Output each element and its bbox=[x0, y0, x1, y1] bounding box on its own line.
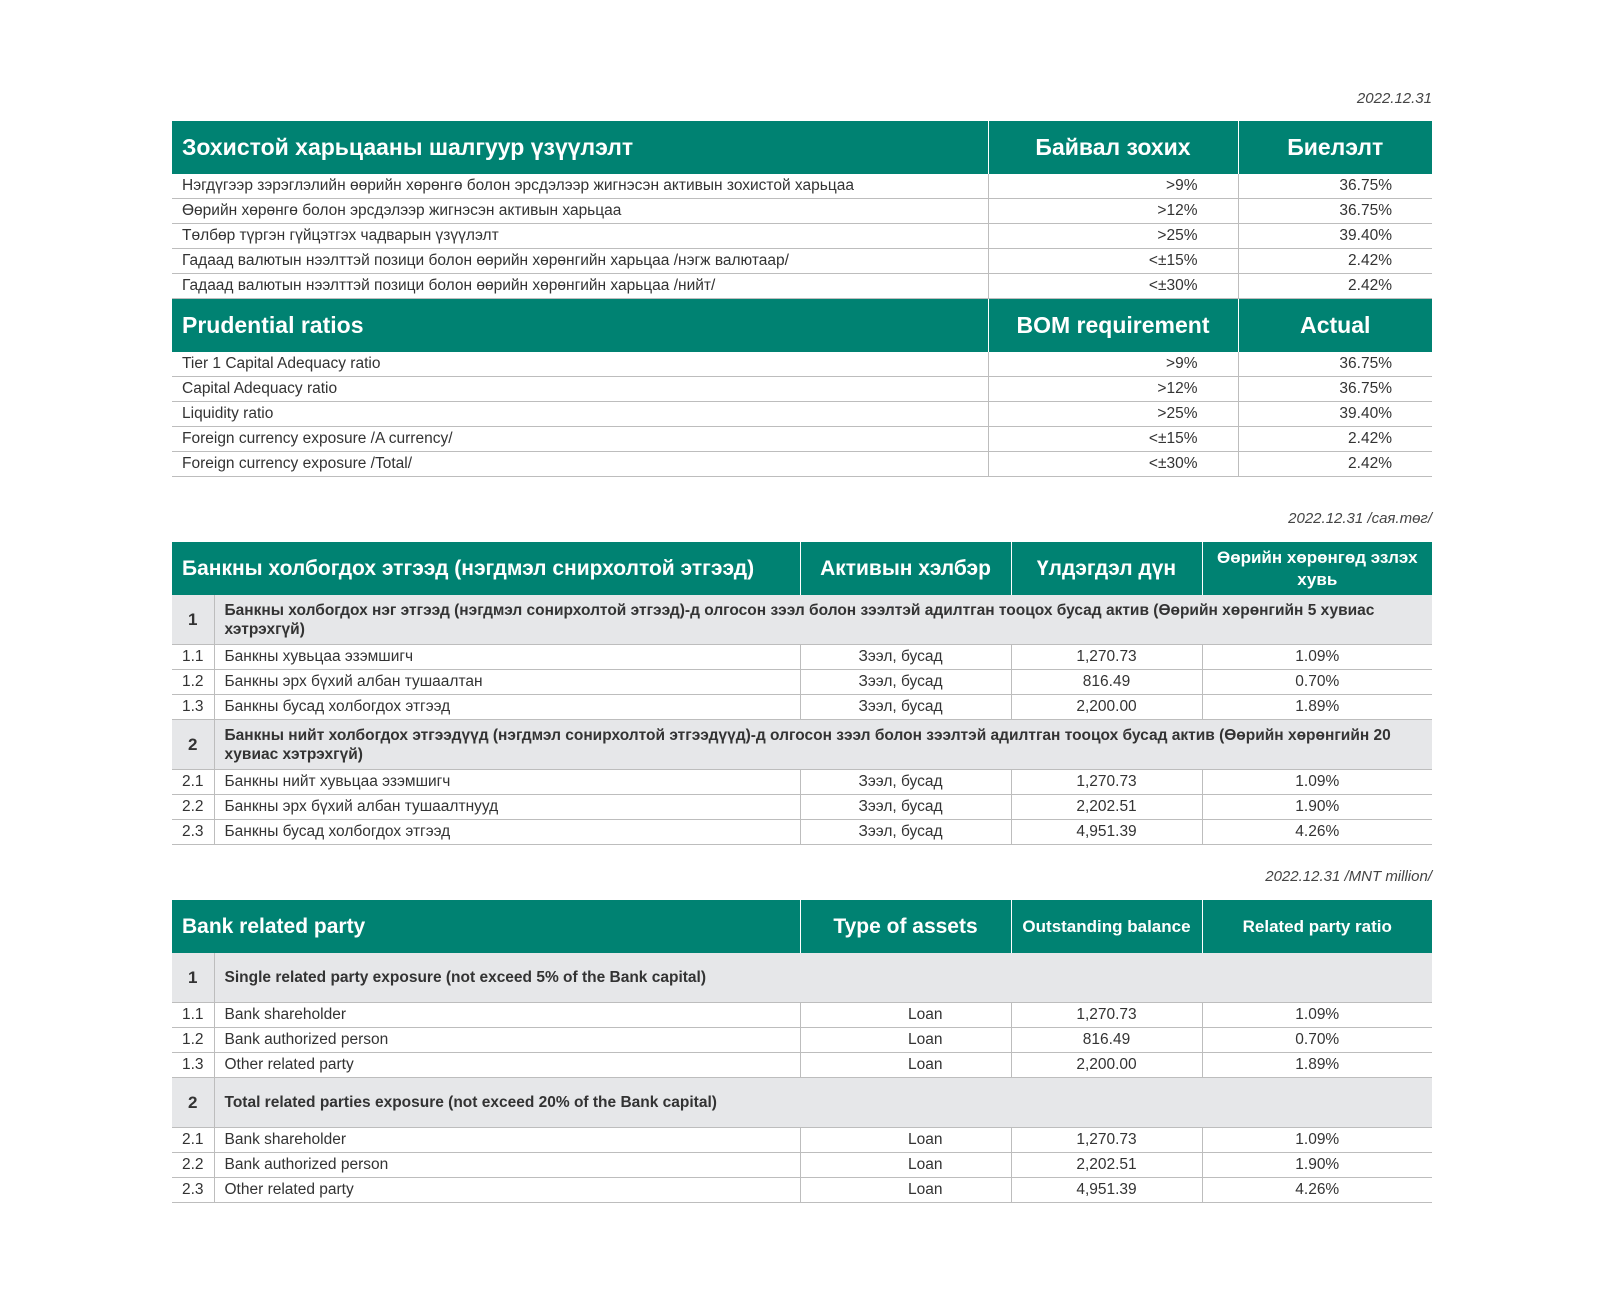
balance: 4,951.39 bbox=[1011, 1178, 1202, 1203]
ratio-req: >9% bbox=[988, 352, 1238, 377]
asset-type: Loan bbox=[800, 1128, 1011, 1153]
balance: 1,270.73 bbox=[1011, 645, 1202, 670]
table-row bbox=[172, 1153, 1432, 1178]
table-row bbox=[172, 402, 1432, 427]
ratios-en-header-name: Prudential ratios bbox=[172, 299, 988, 353]
ratio-actual: 2.42% bbox=[1238, 249, 1432, 274]
ratio-actual: 39.40% bbox=[1238, 402, 1432, 427]
party-name: Банкны бусад холбогдох этгээд bbox=[214, 820, 800, 845]
ratio-name: Liquidity ratio bbox=[172, 402, 988, 427]
ratio-name: Гадаад валютын нээлттэй позици болон өөрийн хөрөнгийн харьцаа /нэгж валютаар/ bbox=[172, 249, 988, 274]
balance: 4,951.39 bbox=[1011, 820, 1202, 845]
table-row bbox=[172, 1178, 1432, 1203]
balance: 1,270.73 bbox=[1011, 1128, 1202, 1153]
ratio-req: >12% bbox=[988, 199, 1238, 224]
asset-type: Зээл, бусад bbox=[800, 670, 1011, 695]
ratios-en-header-actual: Actual bbox=[1238, 299, 1432, 353]
row-number: 2.2 bbox=[172, 795, 214, 820]
ratios-date: 2022.12.31 bbox=[1356, 90, 1432, 107]
ratio: 1.09% bbox=[1202, 645, 1432, 670]
balance: 816.49 bbox=[1011, 1028, 1202, 1053]
related-en-header-balance: Outstanding balance bbox=[1011, 900, 1202, 953]
table-row bbox=[172, 1128, 1432, 1153]
ratio-req: <±15% bbox=[988, 249, 1238, 274]
table-row bbox=[172, 670, 1432, 695]
ratios-en-header-req: BOM requirement bbox=[988, 299, 1238, 353]
party-name: Other related party bbox=[214, 1178, 800, 1203]
related-mn-header bbox=[172, 542, 1432, 595]
ratios-mn-header-actual: Биелэлт bbox=[1238, 121, 1432, 174]
group-number: 1 bbox=[172, 953, 214, 1003]
ratio-actual: 36.75% bbox=[1238, 352, 1432, 377]
table-row bbox=[172, 224, 1432, 249]
group-title: Single related party exposure (not exceed 5% of the Bank capital) bbox=[214, 953, 1432, 1003]
table-row bbox=[172, 274, 1432, 299]
table-row bbox=[172, 1028, 1432, 1053]
ratio-name: Foreign currency exposure /A currency/ bbox=[172, 427, 988, 452]
table-row bbox=[172, 645, 1432, 670]
row-number: 1.1 bbox=[172, 1003, 214, 1028]
related-party-en-table bbox=[172, 900, 1432, 1203]
ratio-actual: 2.42% bbox=[1238, 452, 1432, 477]
related-en-header bbox=[172, 900, 1432, 953]
row-number: 1.3 bbox=[172, 695, 214, 720]
table-row bbox=[172, 352, 1432, 377]
prudential-ratios-table bbox=[172, 121, 1432, 477]
ratio-req: >25% bbox=[988, 402, 1238, 427]
group-row bbox=[172, 720, 1432, 770]
ratio-req: >9% bbox=[988, 174, 1238, 199]
ratio-actual: 36.75% bbox=[1238, 174, 1432, 199]
related-mn-header-balance: Үлдэгдэл дүн bbox=[1011, 542, 1202, 595]
ratio-name: Нэгдүгээр зэрэглэлийн өөрийн хөрөнгө болон эрсдэлээр жигнэсэн активын зохистой харьцаа bbox=[172, 174, 988, 199]
ratios-mn-header bbox=[172, 121, 1432, 174]
group-title: Банкны холбогдох нэг этгээд (нэгдмэл сонирхолтой этгээд)-д олгосон зээл болон зээлтэй адилтган тооцох бусад актив (Өөрийн хөрөнгийн 5 хувиас хэтрэхгүй) bbox=[214, 595, 1432, 645]
table-row bbox=[172, 695, 1432, 720]
ratio: 1.09% bbox=[1202, 1128, 1432, 1153]
ratio: 0.70% bbox=[1202, 1028, 1432, 1053]
ratio-name: Capital Adequacy ratio bbox=[172, 377, 988, 402]
ratio-actual: 36.75% bbox=[1238, 377, 1432, 402]
ratio-req: <±15% bbox=[988, 427, 1238, 452]
row-number: 2.3 bbox=[172, 820, 214, 845]
ratio-name: Төлбөр түргэн гүйцэтгэх чадварын үзүүлэлт bbox=[172, 224, 988, 249]
group-row bbox=[172, 1078, 1432, 1128]
party-name: Банкны бусад холбогдох этгээд bbox=[214, 695, 800, 720]
ratio-name: Tier 1 Capital Adequacy ratio bbox=[172, 352, 988, 377]
table-row bbox=[172, 174, 1432, 199]
ratio-req: <±30% bbox=[988, 274, 1238, 299]
ratio: 1.89% bbox=[1202, 1053, 1432, 1078]
ratio-req: >12% bbox=[988, 377, 1238, 402]
ratio-actual: 39.40% bbox=[1238, 224, 1432, 249]
table-row bbox=[172, 820, 1432, 845]
asset-type: Loan bbox=[800, 1028, 1011, 1053]
ratio-req: <±30% bbox=[988, 452, 1238, 477]
related-en-header-ratio: Related party ratio bbox=[1202, 900, 1432, 953]
ratios-mn-header-req: Байвал зохих bbox=[988, 121, 1238, 174]
table-row bbox=[172, 249, 1432, 274]
group-number: 2 bbox=[172, 1078, 214, 1128]
asset-type: Loan bbox=[800, 1053, 1011, 1078]
party-name: Банкны эрх бүхий албан тушаалтан bbox=[214, 670, 800, 695]
group-number: 1 bbox=[172, 595, 214, 645]
ratios-en-header bbox=[172, 299, 1432, 353]
group-row bbox=[172, 595, 1432, 645]
asset-type: Loan bbox=[800, 1153, 1011, 1178]
row-number: 1.3 bbox=[172, 1053, 214, 1078]
table-row bbox=[172, 1003, 1432, 1028]
balance: 2,200.00 bbox=[1011, 1053, 1202, 1078]
ratio-actual: 2.42% bbox=[1238, 427, 1432, 452]
ratio: 4.26% bbox=[1202, 820, 1432, 845]
ratio-actual: 2.42% bbox=[1238, 274, 1432, 299]
group-title: Банкны нийт холбогдох этгээдүүд (нэгдмэл сонирхолтой этгээдүүд)-д олгосон зээл болон зээлтэй адилтган тооцох бусад актив (Өөрийн хөрөнгийн 20 хувиас хэтрэхгүй) bbox=[214, 720, 1432, 770]
row-number: 1.2 bbox=[172, 670, 214, 695]
ratio: 1.90% bbox=[1202, 1153, 1432, 1178]
party-name: Банкны эрх бүхий албан тушаалтнууд bbox=[214, 795, 800, 820]
balance: 2,200.00 bbox=[1011, 695, 1202, 720]
row-number: 2.1 bbox=[172, 1128, 214, 1153]
party-name: Bank authorized person bbox=[214, 1028, 800, 1053]
party-name: Bank authorized person bbox=[214, 1153, 800, 1178]
asset-type: Loan bbox=[800, 1003, 1011, 1028]
asset-type: Loan bbox=[800, 1178, 1011, 1203]
asset-type: Зээл, бусад bbox=[800, 795, 1011, 820]
related-party-mn-table bbox=[172, 542, 1432, 845]
ratio: 1.90% bbox=[1202, 795, 1432, 820]
ratio-name: Өөрийн хөрөнгө болон эрсдэлээр жигнэсэн активын харьцаа bbox=[172, 199, 988, 224]
table-row bbox=[172, 199, 1432, 224]
row-number: 2.2 bbox=[172, 1153, 214, 1178]
group-title: Total related parties exposure (not exceed 20% of the Bank capital) bbox=[214, 1078, 1432, 1128]
ratios-mn-header-name: Зохистой харьцааны шалгуур үзүүлэлт bbox=[172, 121, 988, 174]
asset-type: Зээл, бусад bbox=[800, 695, 1011, 720]
row-number: 1.1 bbox=[172, 645, 214, 670]
related-en-date: 2022.12.31 /MNT million/ bbox=[1265, 868, 1432, 885]
ratio: 0.70% bbox=[1202, 670, 1432, 695]
asset-type: Зээл, бусад bbox=[800, 770, 1011, 795]
related-mn-header-party: Банкны холбогдох этгээд (нэгдмэл снирхолтой этгээд) bbox=[172, 542, 800, 595]
ratio-actual: 36.75% bbox=[1238, 199, 1432, 224]
row-number: 2.3 bbox=[172, 1178, 214, 1203]
ratio-name: Гадаад валютын нээлттэй позици болон өөрийн хөрөнгийн харьцаа /нийт/ bbox=[172, 274, 988, 299]
ratio: 4.26% bbox=[1202, 1178, 1432, 1203]
balance: 2,202.51 bbox=[1011, 1153, 1202, 1178]
party-name: Банкны нийт хувьцаа эзэмшигч bbox=[214, 770, 800, 795]
row-number: 2.1 bbox=[172, 770, 214, 795]
balance: 816.49 bbox=[1011, 670, 1202, 695]
balance: 2,202.51 bbox=[1011, 795, 1202, 820]
related-en-header-type: Type of assets bbox=[800, 900, 1011, 953]
related-mn-header-type: Активын хэлбэр bbox=[800, 542, 1011, 595]
party-name: Bank shareholder bbox=[214, 1003, 800, 1028]
ratio-req: >25% bbox=[988, 224, 1238, 249]
ratio: 1.89% bbox=[1202, 695, 1432, 720]
table-row bbox=[172, 452, 1432, 477]
table-row bbox=[172, 1053, 1432, 1078]
table-row bbox=[172, 770, 1432, 795]
related-mn-header-ratio: Өөрийн хөрөнгөд эзлэх хувь bbox=[1202, 542, 1432, 595]
ratio: 1.09% bbox=[1202, 1003, 1432, 1028]
party-name: Банкны хувьцаа эзэмшигч bbox=[214, 645, 800, 670]
table-row bbox=[172, 795, 1432, 820]
group-row bbox=[172, 953, 1432, 1003]
balance: 1,270.73 bbox=[1011, 770, 1202, 795]
related-mn-date: 2022.12.31 /сая.төг/ bbox=[1288, 510, 1432, 527]
table-row bbox=[172, 427, 1432, 452]
table-row bbox=[172, 377, 1432, 402]
asset-type: Зээл, бусад bbox=[800, 820, 1011, 845]
party-name: Other related party bbox=[214, 1053, 800, 1078]
row-number: 1.2 bbox=[172, 1028, 214, 1053]
ratio: 1.09% bbox=[1202, 770, 1432, 795]
asset-type: Зээл, бусад bbox=[800, 645, 1011, 670]
ratio-name: Foreign currency exposure /Total/ bbox=[172, 452, 988, 477]
group-number: 2 bbox=[172, 720, 214, 770]
related-en-header-party: Bank related party bbox=[172, 900, 800, 953]
balance: 1,270.73 bbox=[1011, 1003, 1202, 1028]
party-name: Bank shareholder bbox=[214, 1128, 800, 1153]
